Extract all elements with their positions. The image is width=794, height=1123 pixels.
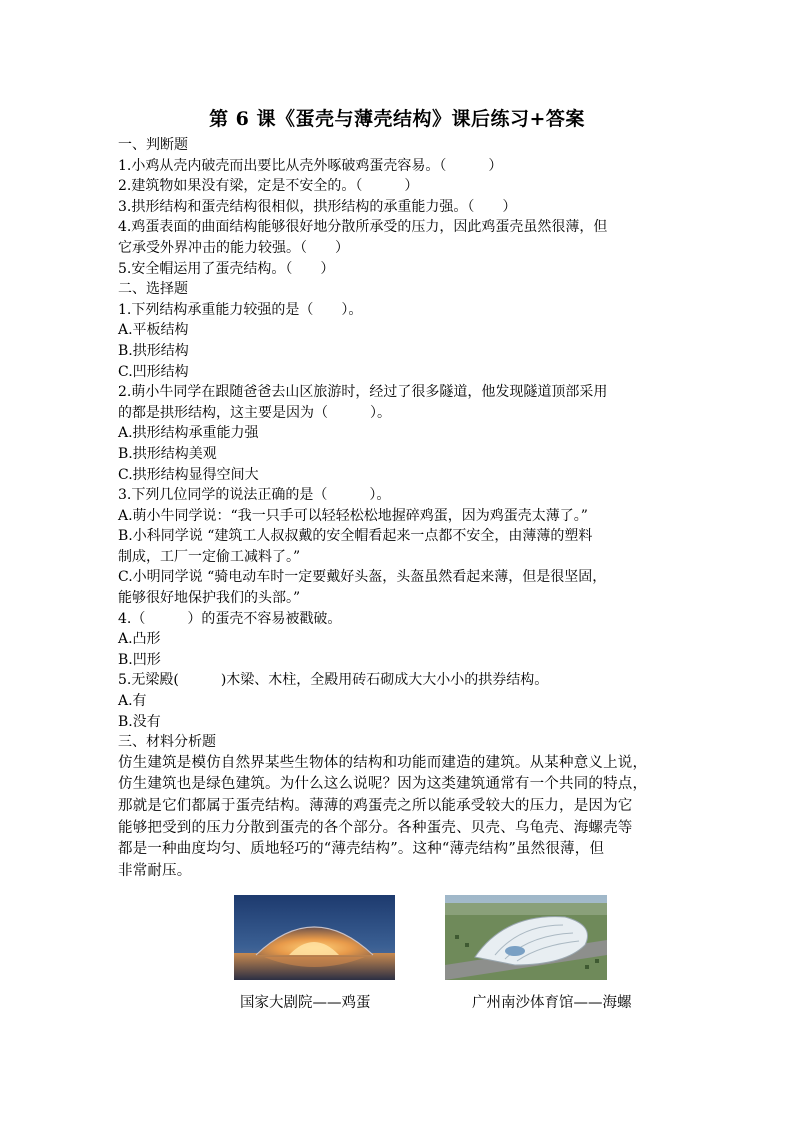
judge-item: 5.安全帽运用了蛋壳结构。（ ） bbox=[118, 260, 335, 277]
egg-dome-illustration bbox=[234, 895, 395, 980]
choice-option: C.拱形结构显得空间大 bbox=[118, 466, 259, 483]
choice-option: B.没有 bbox=[118, 713, 161, 730]
choice-option: C.凹形结构 bbox=[118, 363, 189, 380]
choice-option: 制成，工厂一定偷工减料了。” bbox=[118, 548, 301, 565]
judge-item: 3.拱形结构和蛋壳结构很相似，拱形结构的承重能力强。（ ） bbox=[118, 198, 517, 215]
section-heading-choice: 二、选择题 bbox=[118, 281, 188, 298]
page-title: 第 6 课《蛋壳与薄壳结构》课后练习+答案 bbox=[209, 108, 585, 130]
section-heading-material: 三、材料分析题 bbox=[118, 734, 216, 751]
choice-option: A.萌小牛同学说：“我一只手可以轻轻松松地握碎鸡蛋，因为鸡蛋壳太薄了。” bbox=[118, 507, 588, 524]
choice-item: 3.下列几位同学的说法正确的是（ ）。 bbox=[118, 487, 391, 504]
choice-item: 的都是拱形结构，这主要是因为（ ）。 bbox=[118, 404, 391, 421]
choice-option: B.拱形结构 bbox=[118, 342, 189, 359]
material-line: 仿生建筑也是绿色建筑。为什么这么说呢？因为这类建筑通常有一个共同的特点， bbox=[118, 776, 648, 793]
material-line: 能够把受到的压力分散到蛋壳的各个部分。各种蛋壳、贝壳、乌龟壳、海螺壳等 bbox=[118, 819, 633, 836]
choice-option: 能够很好地保护我们的头部。” bbox=[118, 590, 301, 607]
conch-stadium-illustration bbox=[445, 895, 607, 980]
material-passage bbox=[118, 753, 678, 883]
material-line: 都是一种曲度均匀、质地轻巧的“薄壳结构”。这种“薄壳结构”虽然很薄，但 bbox=[118, 841, 605, 858]
figure-caption: 国家大剧院——鸡蛋 bbox=[240, 995, 371, 1011]
judge-item: 4.鸡蛋表面的曲面结构能够很好地分散所承受的压力，因此鸡蛋壳虽然很薄，但 bbox=[118, 219, 608, 236]
choice-item: 1.下列结构承重能力较强的是（ ）。 bbox=[118, 301, 363, 318]
choice-item: 2.萌小牛同学在跟随爸爸去山区旅游时，经过了很多隧道，他发现隧道顶部采用 bbox=[118, 384, 608, 401]
section-heading-judge: 一、判断题 bbox=[118, 137, 188, 153]
choice-option: A.拱形结构承重能力强 bbox=[118, 425, 259, 442]
choice-option: B.小科同学说 “建筑工人叔叔戴的安全帽看起来一点都不安全，由薄薄的塑料 bbox=[118, 528, 593, 545]
judge-item: 它承受外界冲击的能力较强。（ ） bbox=[118, 239, 349, 256]
worksheet-content bbox=[118, 135, 678, 882]
judge-item: 2.建筑物如果没有梁，定是不安全的。（ ） bbox=[118, 178, 419, 195]
material-line: 非常耐压。 bbox=[118, 862, 192, 879]
choice-option: A.平板结构 bbox=[118, 322, 189, 339]
choice-option: B.凹形 bbox=[118, 651, 161, 668]
choice-option: C.小明同学说 “骑电动车时一定要戴好头盔，头盔虽然看起来薄，但是很坚固， bbox=[118, 569, 607, 586]
nansha-gym-photo bbox=[445, 895, 607, 980]
choice-option: A.凸形 bbox=[118, 631, 161, 648]
material-line: 仿生建筑是模仿自然界某些生物体的结构和功能而建造的建筑。从某种意义上说， bbox=[118, 754, 648, 771]
material-line: 那就是它们都属于蛋壳结构。薄薄的鸡蛋壳之所以能承受较大的压力，是因为它 bbox=[118, 798, 633, 814]
figure-row bbox=[0, 895, 794, 1025]
choice-item: 5.无梁殿( )木梁、木柱，全殿用砖石砌成大大小小的拱券结构。 bbox=[118, 672, 549, 689]
choice-option: A.有 bbox=[118, 693, 147, 710]
national-theatre-photo bbox=[234, 895, 395, 980]
judge-item: 1.小鸡从壳内破壳而出要比从壳外啄破鸡蛋壳容易。（ ） bbox=[118, 157, 503, 174]
choice-option: B.拱形结构美观 bbox=[118, 445, 217, 462]
figure-caption: 广州南沙体育馆——海螺 bbox=[472, 995, 632, 1011]
choice-item: 4.（ ）的蛋壳不容易被戳破。 bbox=[118, 610, 342, 627]
